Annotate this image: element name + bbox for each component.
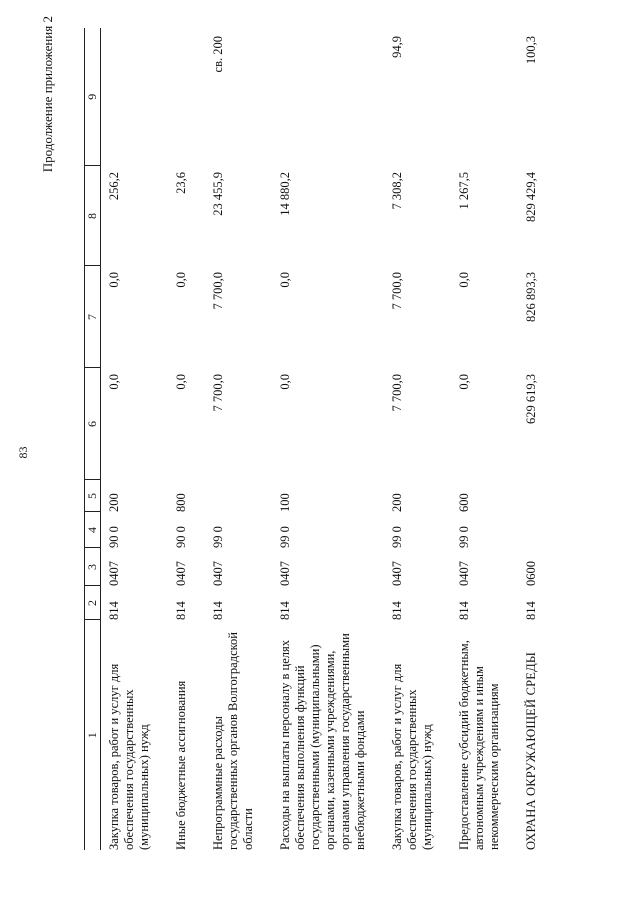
cell-c3: 0600 [524,561,538,586]
page-number: 83 [16,446,30,459]
table-row [272,28,384,850]
cell-c9 [168,28,205,166]
cell-c5: 800 [174,493,188,512]
cell-c6: 0,0 [457,374,471,390]
cell-c3: 0407 [174,561,188,586]
cell-c2: 814 [524,601,538,620]
cell-c7: 0,0 [107,272,121,288]
header-row [85,28,101,850]
cell-c5 [518,480,555,512]
cell-c3: 0407 [278,561,292,586]
cell-c8: 1 267,5 [457,172,471,210]
cell-c2: 814 [211,601,225,620]
cell-c8: 829 429,4 [524,172,538,222]
cell-c3: 0407 [390,561,404,586]
cell-c8: 256,2 [107,172,121,201]
cell-c8: 23 455,9 [211,172,225,216]
cell-c4: 90 0 [107,526,121,548]
table-row [205,28,272,850]
cell-c5: 200 [390,493,404,512]
cell-c3: 0407 [211,561,225,586]
cell-c2: 814 [278,601,292,620]
column-header: 8 [85,166,101,266]
cell-c4: 90 0 [174,526,188,548]
cell-c9 [101,28,169,166]
cell-c6: 0,0 [107,374,121,390]
cell-c4: 99 0 [390,526,404,548]
table-row [518,28,555,850]
cell-c6: 7 700,0 [211,374,225,412]
cell-c9 [272,28,384,166]
column-header: 6 [85,368,101,480]
cell-c8: 23,6 [174,172,188,194]
column-header: 7 [85,266,101,368]
cell-c8: 7 308,2 [390,172,404,210]
cell-c9: 100,3 [524,36,538,65]
cell-c9: 94,9 [390,36,404,58]
cell-c4: 99 0 [211,526,225,548]
cell-c4: 99 0 [278,526,292,548]
cell-c7: 0,0 [457,272,471,288]
continuation-label: Продолжение приложения 2 [40,16,55,173]
row-name: ОХРАНА ОКРУЖАЮЩЕЙ СРЕДЫ [524,652,538,850]
cell-c6: 7 700,0 [390,374,404,412]
cell-c7: 7 700,0 [211,272,225,310]
cell-c9 [451,28,518,166]
row-name: Расходы на выплаты персоналу в целях обеспечения выполнения функций государственными (муниципальными) органами, казенными учреждениями, органами управления государственными внебюджетными фондами [278,633,367,850]
cell-c6: 0,0 [278,374,292,390]
row-name: Закупка товаров, работ и услуг для обеспечения государственных (муниципальных) нужд [107,663,151,850]
cell-c7: 7 700,0 [390,272,404,310]
column-header: 2 [85,586,101,620]
cell-c2: 814 [457,601,471,620]
cell-c7: 0,0 [278,272,292,288]
cell-c3: 0407 [107,561,121,586]
row-name: Иные бюджетные ассигнования [174,680,188,850]
cell-c9: св. 200 [211,36,225,73]
table-row [451,28,518,850]
cell-c8: 14 880,2 [278,172,292,216]
row-name: Непрограммные расходы государственных органов Волгоградской области [211,632,255,850]
table-row [384,28,451,850]
cell-c7: 0,0 [174,272,188,288]
cell-c4: 99 0 [457,526,471,548]
cell-c5: 100 [278,493,292,512]
row-name: Закупка товаров, работ и услуг для обеспечения государственных (муниципальных) нужд [390,663,434,850]
cell-c6: 629 619,3 [524,374,538,424]
cell-c5 [205,480,272,512]
cell-c2: 814 [390,601,404,620]
cell-c6: 0,0 [174,374,188,390]
cell-c2: 814 [174,601,188,620]
table-row [101,28,169,850]
cell-c7: 826 893,3 [524,272,538,322]
cell-c3: 0407 [457,561,471,586]
table-row [168,28,205,850]
column-header: 9 [85,28,101,166]
column-header: 5 [85,480,101,512]
cell-c4 [518,512,555,548]
column-header: 4 [85,512,101,548]
cell-c5: 600 [457,493,471,512]
cell-c5: 200 [107,493,121,512]
budget-table [84,28,555,850]
column-header: 3 [85,548,101,586]
column-header: 1 [85,620,101,850]
cell-c2: 814 [107,601,121,620]
row-name: Предоставление субсидий бюджетным, автономным учреждениям и иным некоммерческим организациям [457,640,501,850]
